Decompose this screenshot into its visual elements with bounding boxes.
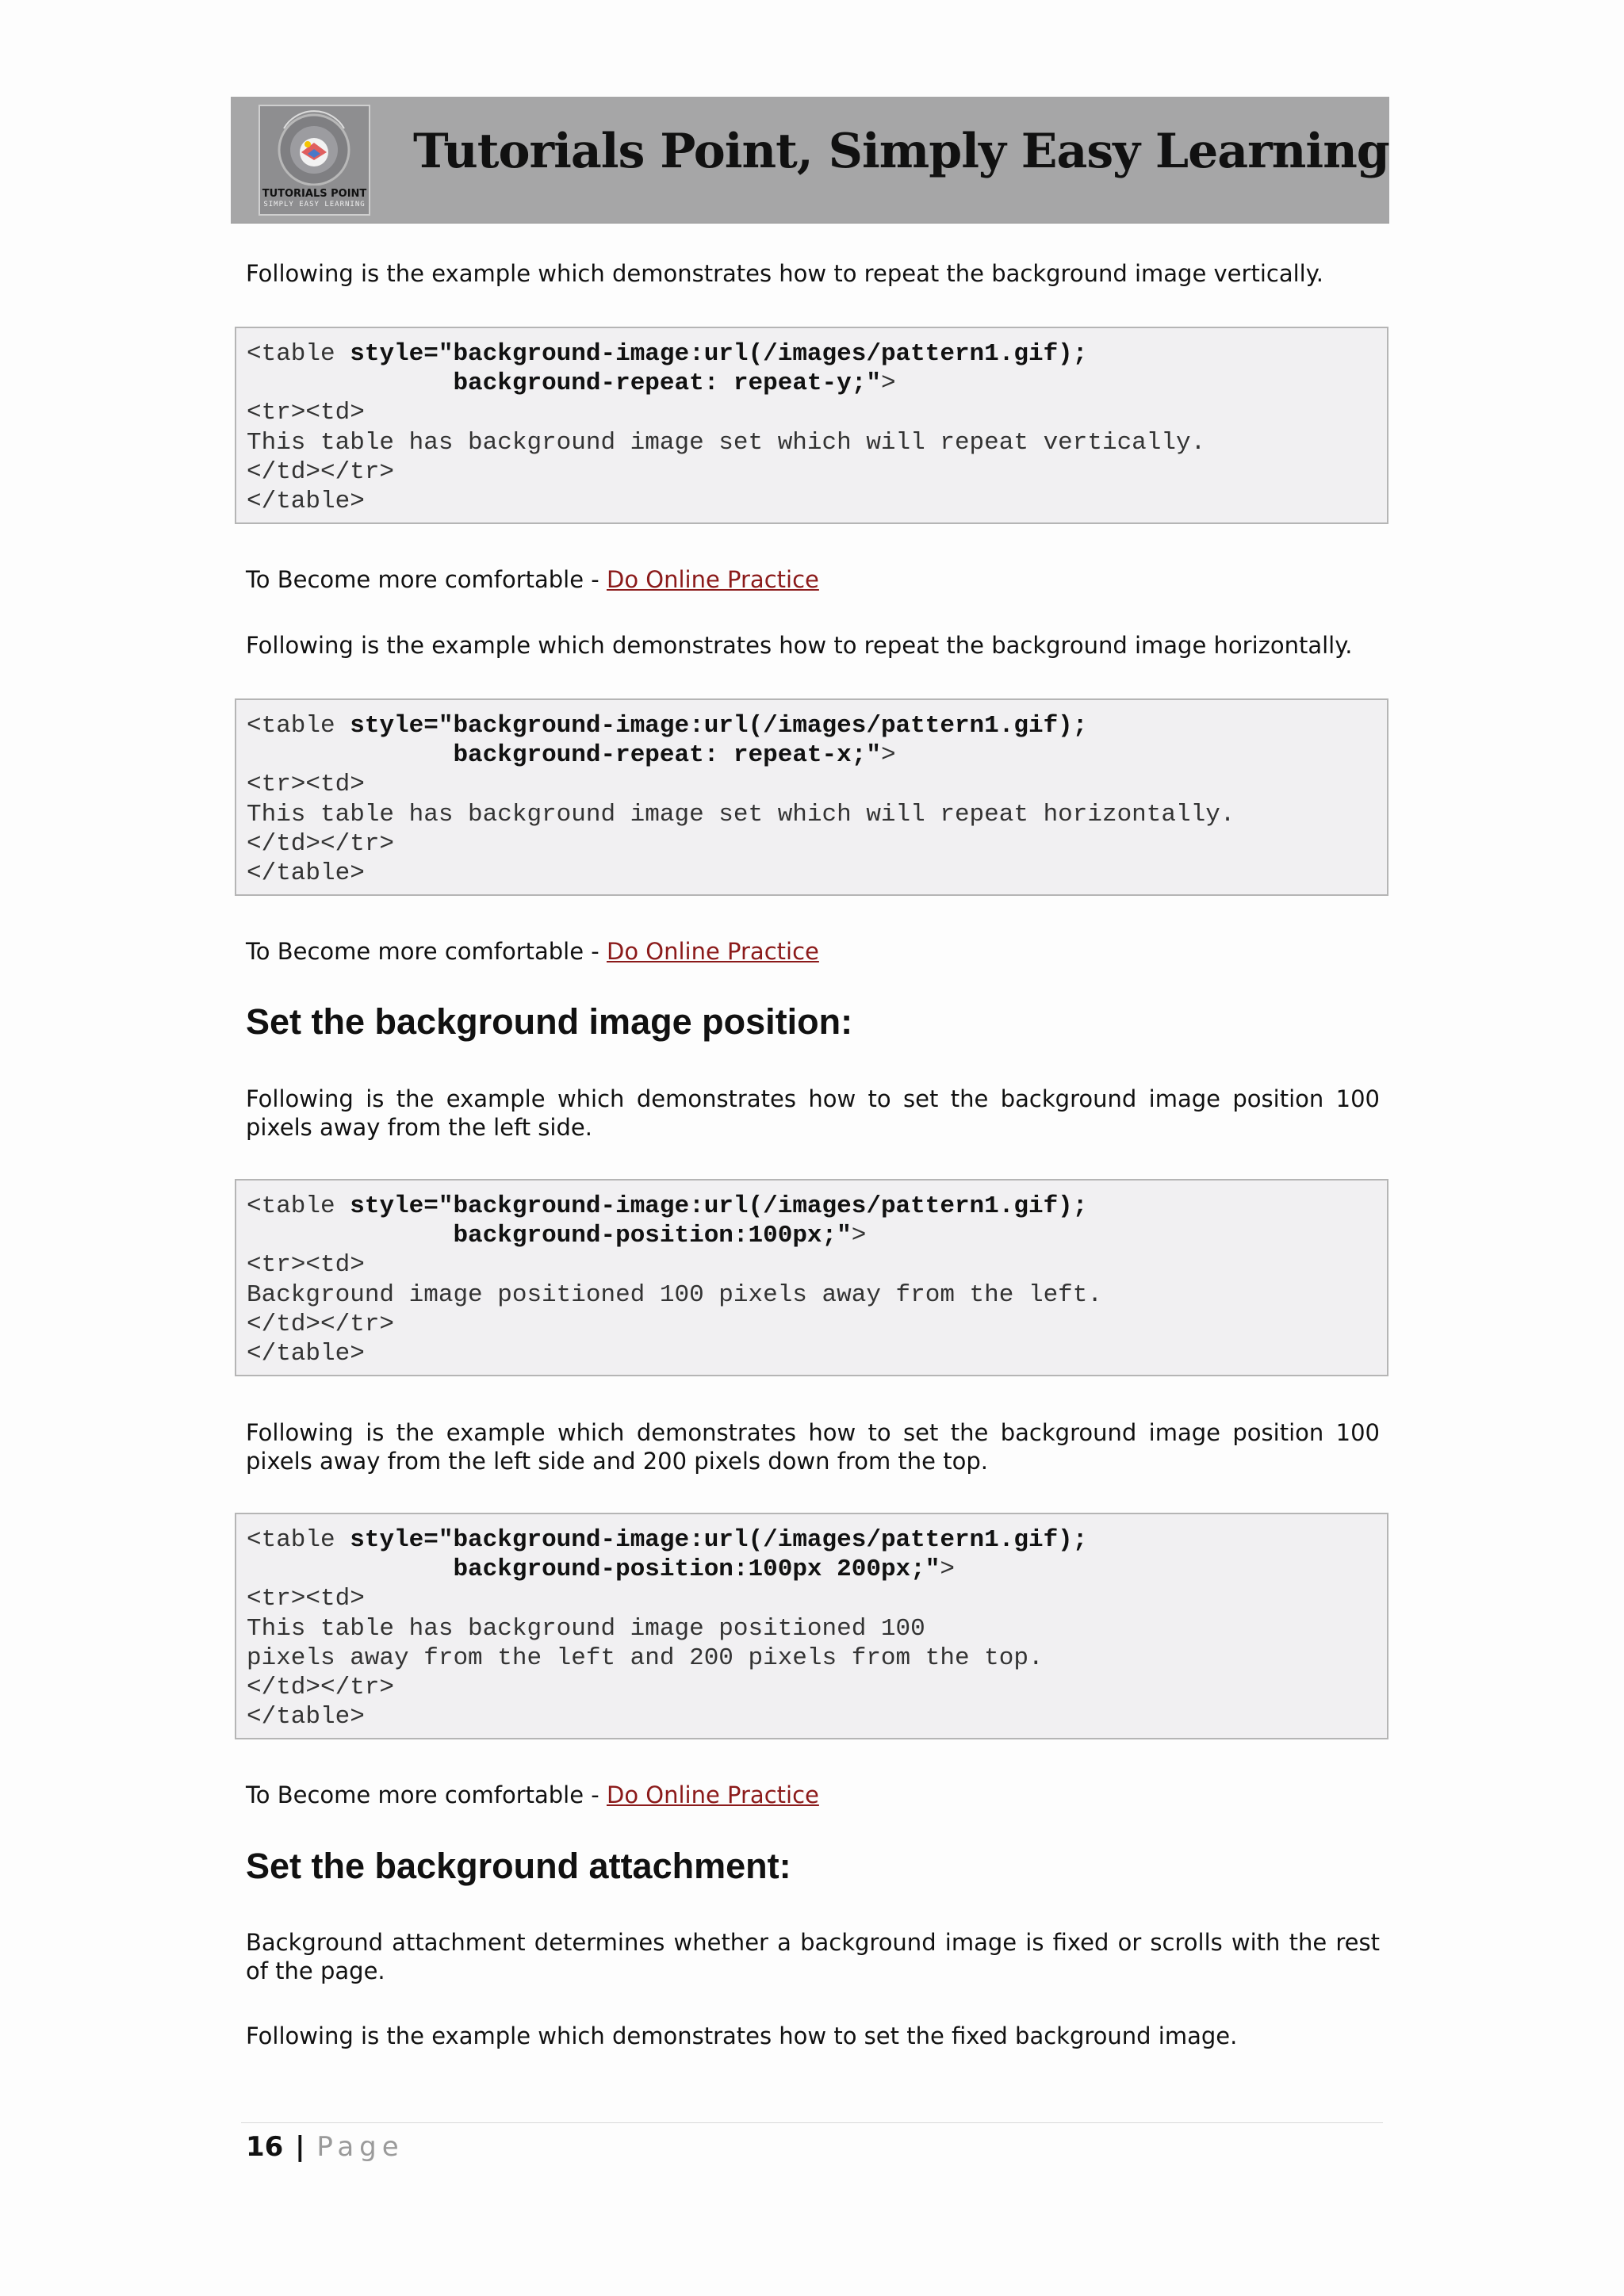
site-title: Tutorials Point, Simply Easy Learning bbox=[413, 124, 1389, 179]
code-line: This table has background image set which will repeat vertically. bbox=[247, 428, 1206, 457]
practice-line bbox=[246, 937, 819, 966]
code-line bbox=[247, 1525, 1387, 1555]
paragraph-fixed-example: Following is the example which demonstrates how to set the fixed background image. bbox=[246, 2022, 1238, 2049]
code-block-position-100px bbox=[235, 1179, 1388, 1376]
code-text-bold: background-repeat: repeat-y;" bbox=[453, 369, 881, 398]
code-line: </table> bbox=[247, 1703, 365, 1732]
code-line: </table> bbox=[247, 1339, 365, 1368]
code-text: > bbox=[880, 369, 896, 398]
code-line bbox=[247, 369, 1387, 398]
code-line: </td></tr> bbox=[247, 457, 395, 486]
code-text: <table bbox=[247, 1526, 350, 1554]
code-text-bold: background-position:100px;" bbox=[453, 1222, 852, 1250]
code-text: <table bbox=[247, 712, 350, 740]
code-block-repeat-y bbox=[235, 327, 1388, 524]
logo-emblem-icon bbox=[260, 106, 369, 186]
tutorials-point-logo bbox=[259, 105, 370, 216]
code-line: </td></tr> bbox=[247, 829, 395, 858]
code-line: Background image positioned 100 pixels away from the left. bbox=[247, 1280, 1102, 1309]
code-block-position-100px-200px bbox=[235, 1513, 1388, 1739]
practice-line bbox=[246, 565, 819, 594]
code-text-bold: style="background-image:url(/images/pattern1.gif); bbox=[350, 1192, 1088, 1220]
online-practice-link[interactable]: Do Online Practice bbox=[606, 1781, 819, 1808]
code-text: <table bbox=[247, 1192, 350, 1220]
page-header bbox=[231, 97, 1389, 224]
code-text-bold: background-repeat: repeat-x;" bbox=[453, 741, 881, 770]
intro-paragraph-horizontal: Following is the example which demonstrates how to repeat the background image horizontally. bbox=[246, 632, 1353, 659]
page-label: Page bbox=[316, 2131, 404, 2163]
practice-line bbox=[246, 1781, 819, 1809]
code-text-bold: background-position:100px 200px;" bbox=[453, 1556, 940, 1584]
code-text-bold: style="background-image:url(/images/pattern1.gif); bbox=[350, 1526, 1088, 1554]
page-footer bbox=[246, 2131, 404, 2163]
paragraph-attachment-description: Background attachment determines whether a background image is fixed or scrolls with the rest of the page. bbox=[246, 1929, 1380, 1984]
code-line: This table has background image set which will repeat horizontally. bbox=[247, 800, 1235, 828]
code-indent bbox=[247, 369, 453, 397]
code-line: pixels away from the left and 200 pixels from the top. bbox=[247, 1644, 1044, 1672]
code-text-bold: style="background-image:url(/images/pattern1.gif); bbox=[350, 340, 1088, 368]
code-line: This table has background image positioned 100 bbox=[247, 1614, 925, 1643]
logo-tagline: SIMPLY EASY LEARNING bbox=[263, 201, 366, 209]
paragraph-position-left-top: Following is the example which demonstrates how to set the background image position 100 pixels away from the left side and 200 pixels down from the top. bbox=[246, 1419, 1380, 1475]
code-text-bold: style="background-image:url(/images/pattern1.gif); bbox=[350, 712, 1088, 740]
practice-prefix: To Become more comfortable - bbox=[246, 566, 607, 593]
code-text: > bbox=[851, 1222, 867, 1250]
code-line: <tr><td> bbox=[247, 399, 365, 427]
section-heading-attachment: Set the background attachment: bbox=[246, 1846, 791, 1886]
code-line bbox=[247, 339, 1387, 369]
code-block-repeat-x bbox=[235, 698, 1388, 896]
logo-name: TUTORIALS POINT bbox=[262, 188, 367, 200]
code-indent bbox=[247, 1556, 453, 1583]
practice-prefix: To Become more comfortable - bbox=[246, 938, 607, 965]
code-line bbox=[247, 1221, 1387, 1250]
code-line: </table> bbox=[247, 487, 365, 515]
code-text: <table bbox=[247, 340, 350, 368]
code-line: <tr><td> bbox=[247, 1585, 365, 1613]
code-line: </table> bbox=[247, 859, 365, 887]
paragraph-position-left: Following is the example which demonstrates how to set the background image position 100 pixels away from the left side. bbox=[246, 1085, 1380, 1141]
code-line bbox=[247, 740, 1387, 770]
code-line bbox=[247, 1192, 1387, 1221]
code-text: > bbox=[880, 741, 896, 770]
code-line bbox=[247, 1555, 1387, 1584]
code-line: </td></tr> bbox=[247, 1673, 395, 1701]
section-heading-position: Set the background image position: bbox=[246, 1001, 853, 1042]
code-line: </td></tr> bbox=[247, 1310, 395, 1338]
footer-divider bbox=[241, 2122, 1383, 2123]
code-line: <tr><td> bbox=[247, 771, 365, 799]
code-line: <tr><td> bbox=[247, 1251, 365, 1280]
practice-prefix: To Become more comfortable - bbox=[246, 1781, 607, 1808]
online-practice-link[interactable]: Do Online Practice bbox=[606, 566, 819, 593]
intro-paragraph-vertical: Following is the example which demonstrates how to repeat the background image vertically. bbox=[246, 260, 1323, 287]
code-text: > bbox=[940, 1556, 955, 1584]
code-indent bbox=[247, 1222, 453, 1249]
footer-separator: | bbox=[295, 2131, 305, 2163]
online-practice-link[interactable]: Do Online Practice bbox=[606, 938, 819, 965]
code-line bbox=[247, 711, 1387, 740]
code-indent bbox=[247, 741, 453, 769]
page-number: 16 bbox=[246, 2131, 284, 2163]
